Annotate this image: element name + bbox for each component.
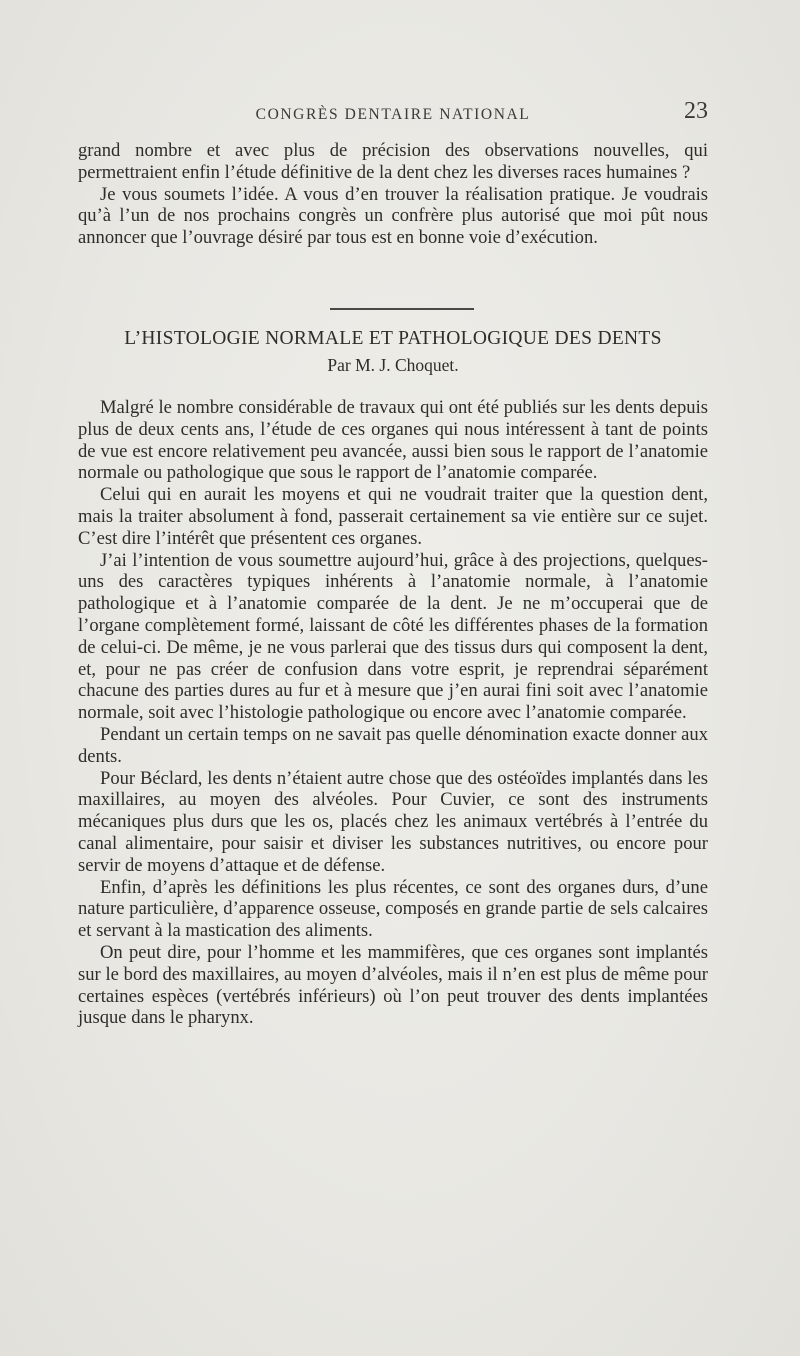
intro-paragraph: grand nombre et avec plus de précision des observations nouvelles, qui permettraient enfin l’étude définitive de la dent chez les diverses races humaines ? [78,140,708,183]
article-paragraph: Malgré le nombre considérable de travaux qui ont été publiés sur les dents depuis plus de deux cents ans, l’étude de ces organes qui nous intéressent à tant de points de vue est encore relativement peu avancée, aussi bien sous le rapport de l’anatomie normale ou pathologique que sous le rapport de l’anatomie comparée. [78,397,708,484]
article-body [78,397,708,1029]
article-paragraph: Pour Béclard, les dents n’étaient autre chose que des ostéoïdes implantés dans les maxillaires, au moyen des alvéoles. Pour Cuvier, ce sont des instruments mécaniques plus durs que les os, placés chez les animaux vertébrés à l’entrée du canal alimentaire, pour saisir et diviser les substances nutritives, ou encore pour servir de moyens d’attaque et de défense. [78,767,708,876]
section-divider [330,308,474,310]
article-byline: Par M. J. Choquet. [327,355,459,375]
intro-text [78,140,708,249]
article-paragraph: On peut dire, pour l’homme et les mammifères, que ces organes sont implantés sur le bord des maxillaires, au moyen d’alvéoles, mais il n’en est plus de même pour certaines espèces (vertébrés inférieurs) où l’on peut trouver des dents implantées jusque dans le pharynx. [78,941,708,1029]
article-paragraph: J’ai l’intention de vous soumettre aujourd’hui, grâce à des projections, quelques-uns des caractères typiques inhérents à l’anatomie normale, à l’anatomie pathologique et à l’anatomie comparée de la dent. Je ne m’occuperai que de l’organe complètement formé, laissant de côté les différentes phases de la formation de celui-ci. De même, je ne vous parlerai que des tissus durs qui composent la dent, et, pour ne pas créer de confusion dans votre esprit, je reprendrai séparément chacune des parties dures au fur et à mesure que j’en aurai fini soit avec l’anatomie normale, soit avec l’histologie pathologique ou encore avec l’anatomie comparée. [78,549,708,724]
page-number: 23 [684,98,708,124]
article-paragraph: Pendant un certain temps on ne savait pas quelle dénomination exacte donner aux dents. [78,723,708,767]
article-title: L’HISTOLOGIE NORMALE ET PATHOLOGIQUE DES DENTS [124,328,662,349]
article-paragraph: Enfin, d’après les définitions les plus récentes, ce sont des organes durs, d’une nature particulière, d’apparence osseuse, composés en grande partie de sels calcaires et servant à la mastication des aliments. [78,876,708,942]
article-paragraph: Celui qui en aurait les moyens et qui ne voudrait traiter que la question dent, mais la traiter absolument à fond, passerait certainement sa vie entière sur ce sujet. C’est dire l’intérêt que présentent ces organes. [78,484,708,549]
running-title: CONGRÈS DENTAIRE NATIONAL [255,106,531,123]
running-head [78,98,708,128]
intro-paragraph: Je vous soumets l’idée. A vous d’en trouver la réalisation pratique. Je voudrais qu’à l’un de nos prochains congrès un confrère plus autorisé que moi pût nous annoncer que l’ouvrage désiré par tous est en bonne voie d’exécution. [78,183,708,249]
